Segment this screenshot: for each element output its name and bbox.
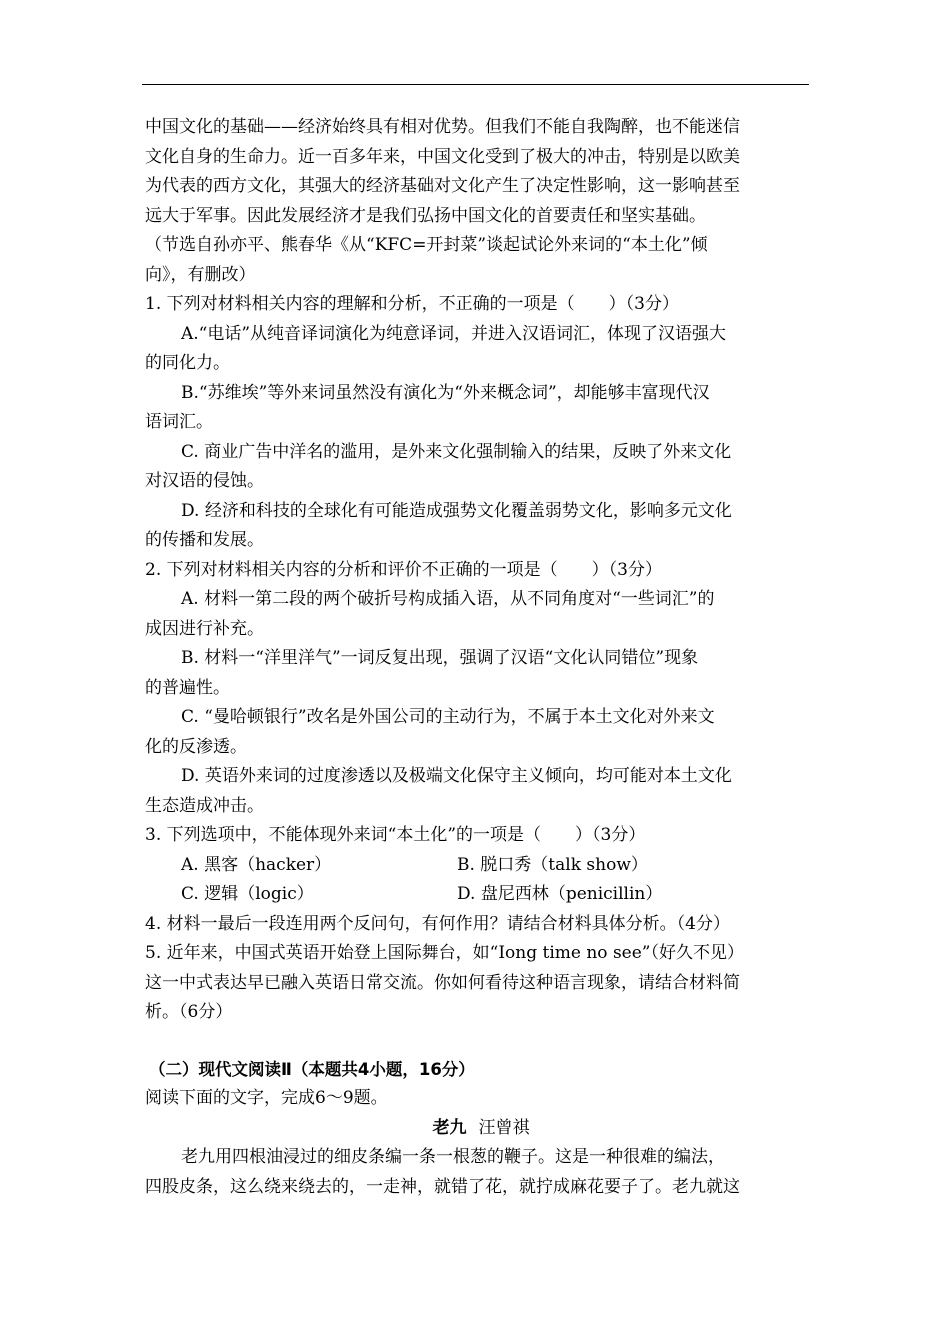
option-b: B. 材料一“洋里洋气”一词反复出现，强调了汉语“文化认同错位”现象 bbox=[181, 648, 699, 668]
question-stem: 2. 下列对材料相关内容的分析和评价不正确的一项是（ ）（3分） bbox=[145, 559, 662, 580]
question-stem: 1. 下列对材料相关内容的理解和分析，不正确的一项是（ ）（3分） bbox=[145, 294, 679, 314]
section-instruction: 阅读下面的文字，完成6～9题。 bbox=[145, 1088, 388, 1108]
option-d: D. 经济和科技的全球化有可能造成强势文化覆盖弱势文化，影响多元文化 bbox=[181, 500, 732, 521]
section-gap bbox=[145, 1028, 817, 1055]
option-c-cont: 化的反渗透。 bbox=[145, 736, 247, 757]
passage-line: 远大于军事。因此发展经济才是我们弘扬中国文化的首要责任和坚实基础。 bbox=[145, 205, 706, 226]
article-body-line: 老九用四根油浸过的细皮条编一条一根葱的鞭子。这是一种很难的编法， bbox=[181, 1147, 725, 1167]
question-stem-cont: 析。（6分） bbox=[145, 1002, 233, 1022]
option-a: A. 材料一第二段的两个破折号构成插入语，从不同角度对“一些词汇”的 bbox=[181, 589, 715, 609]
header-rule bbox=[142, 84, 809, 85]
question-stem: 3. 下列选项中，不能体现外来词“本土化”的一项是（ ）（3分） bbox=[145, 825, 646, 845]
question-4: 4. 材料一最后一段连用两个反问句，有何作用？请结合材料具体分析。（4分） bbox=[145, 913, 730, 934]
option-c: C. 商业广告中洋名的滥用，是外来文化强制输入的结果，反映了外来文化 bbox=[181, 441, 732, 462]
question-stem-cont: 这一中式表达早已融入英语日常交流。你如何看待这种语言现象，请结合材料简 bbox=[145, 972, 740, 993]
passage-tail bbox=[145, 113, 817, 231]
question-3 bbox=[145, 821, 817, 910]
option-d: D. 盘尼西林（penicillin） bbox=[457, 884, 663, 904]
section-heading: （二）现代文阅读Ⅱ（本题共4小题，16分） bbox=[149, 1059, 475, 1079]
option-d-cont: 的传播和发展。 bbox=[145, 530, 264, 550]
options-row bbox=[145, 880, 817, 910]
exam-page bbox=[145, 113, 817, 1202]
question-stem: 5. 近年来，中国式英语开始登上国际舞台，如“Iong time no see”（好久不见） bbox=[145, 943, 744, 963]
article-heading bbox=[145, 1114, 817, 1144]
options-row bbox=[145, 851, 817, 881]
option-a-cont: 成因进行补充。 bbox=[145, 618, 264, 639]
option-b: B. 脱口秀（talk show） bbox=[457, 854, 648, 875]
option-b-cont: 的普遍性。 bbox=[145, 677, 230, 698]
article-body-line: 四股皮条，这么绕来绕去的，一走神，就错了花，就拧成麻花要子了。老九就这 bbox=[145, 1176, 740, 1197]
passage-line: 中国文化的基础——经济始终具有相对优势。但我们不能自我陶醉，也不能迷信 bbox=[145, 117, 740, 137]
option-c: C. 逻辑（logic） bbox=[181, 884, 314, 904]
question-2 bbox=[145, 556, 817, 822]
article-author: 汪曾祺 bbox=[478, 1117, 530, 1138]
source-line: 向》，有删改） bbox=[145, 264, 256, 285]
option-c-cont: 对汉语的侵蚀。 bbox=[145, 471, 264, 491]
option-a: A. 黑客（hacker） bbox=[181, 854, 332, 875]
option-a: A.“电话”从纯音译词演化为纯意译词，并进入汉语词汇，体现了汉语强大 bbox=[181, 323, 727, 344]
source-note bbox=[145, 231, 817, 290]
source-line: （节选自孙亦平、熊春华《从“KFC=开封菜”谈起试论外来词的“本土化”倾 bbox=[145, 235, 708, 255]
option-b-cont: 语词汇。 bbox=[145, 412, 213, 432]
question-1 bbox=[145, 290, 817, 556]
question-5 bbox=[145, 939, 817, 1028]
option-d-cont: 生态造成冲击。 bbox=[145, 795, 264, 816]
option-b: B.“苏维埃”等外来词虽然没有演化为“外来概念词”，却能够丰富现代汉 bbox=[181, 382, 710, 403]
article-title: 老九 bbox=[432, 1117, 467, 1138]
passage-line: 文化自身的生命力。近一百多年来，中国文化受到了极大的冲击，特别是以欧美 bbox=[145, 146, 740, 167]
option-a-cont: 的同化力。 bbox=[145, 353, 230, 373]
passage-line: 为代表的西方文化，其强大的经济基础对文化产生了决定性影响，这一影响甚至 bbox=[145, 176, 740, 196]
option-c: C. “曼哈顿银行”改名是外国公司的主动行为，不属于本土文化对外来文 bbox=[181, 707, 715, 727]
option-d: D. 英语外来词的过度渗透以及极端文化保守主义倾向，均可能对本土文化 bbox=[181, 766, 732, 786]
